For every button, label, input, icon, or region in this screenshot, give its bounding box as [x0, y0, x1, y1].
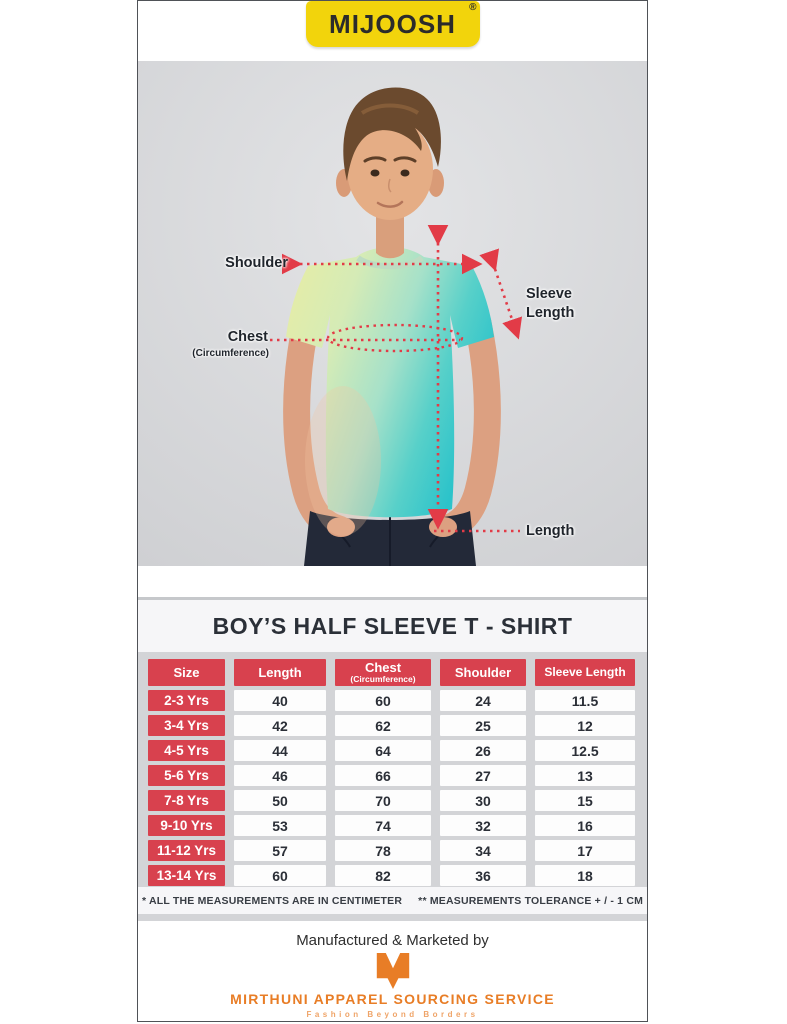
- size-cell: 11-12 Yrs: [148, 840, 225, 861]
- column-header-length: Length: [234, 659, 326, 686]
- sleeve-length-cell: 11.5: [535, 690, 635, 711]
- sleeve-length-cell: 17: [535, 840, 635, 861]
- sleeve-length-cell: 12: [535, 715, 635, 736]
- tolerance-note: ** MEASUREMENTS TOLERANCE + / - 1 CM: [418, 894, 644, 907]
- mirthuni-m-logo: [376, 953, 410, 989]
- table-header-row: [148, 659, 636, 686]
- shoulder-cell: 30: [440, 790, 526, 811]
- table-row: [148, 790, 636, 811]
- shoulder-cell: 32: [440, 815, 526, 836]
- shoulder-cell: 27: [440, 765, 526, 786]
- table-row: [148, 815, 636, 836]
- title-band: [138, 600, 647, 652]
- table-row: [148, 715, 636, 736]
- shoulder-cell: 36: [440, 865, 526, 886]
- shirt-shading: [305, 386, 381, 536]
- length-label: Length: [526, 523, 575, 539]
- chest-cell: 60: [335, 690, 431, 711]
- chest-cell: 78: [335, 840, 431, 861]
- table-row: [148, 740, 636, 761]
- shoulder-cell: 34: [440, 840, 526, 861]
- sleeve-length-cell: 18: [535, 865, 635, 886]
- chest-cell: 82: [335, 865, 431, 886]
- footer: [138, 921, 647, 1021]
- sleeve-length-label: Sleeve Length: [526, 286, 575, 321]
- column-header-chest: Chest (Circumference): [335, 659, 431, 686]
- length-cell: 40: [234, 690, 326, 711]
- length-cell: 60: [234, 865, 326, 886]
- chest-label: Chest: [227, 329, 268, 345]
- brand-name: MIJOOSH: [329, 8, 456, 39]
- notes-band: [138, 887, 647, 914]
- table-row: [148, 690, 636, 711]
- registered-trademark-symbol: ®: [469, 2, 477, 13]
- sleeve-length-cell: 13: [535, 765, 635, 786]
- chest-circumference-label: (Circumference): [192, 348, 269, 359]
- column-header-shoulder: Shoulder: [440, 659, 526, 686]
- left-eye: [371, 170, 380, 177]
- length-cell: 53: [234, 815, 326, 836]
- measurements-unit-note: * ALL THE MEASUREMENTS ARE IN CENTIMETER: [141, 894, 403, 907]
- right-eye: [401, 170, 410, 177]
- chest-cell: 66: [335, 765, 431, 786]
- shoulder-cell: 24: [440, 690, 526, 711]
- size-cell: 13-14 Yrs: [148, 865, 225, 886]
- size-cell: 5-6 Yrs: [148, 765, 225, 786]
- chest-cell: 70: [335, 790, 431, 811]
- manufactured-by-text: Manufactured & Marketed by: [296, 932, 489, 949]
- table-row: [148, 765, 636, 786]
- size-table: [138, 652, 647, 887]
- size-cell: 3-4 Yrs: [148, 715, 225, 736]
- table-row: [148, 840, 636, 861]
- table-row: [148, 865, 636, 886]
- brand-logo-badge: [306, 1, 480, 47]
- divider: [138, 914, 647, 921]
- sleeve-length-cell: 12.5: [535, 740, 635, 761]
- size-cell: 2-3 Yrs: [148, 690, 225, 711]
- size-cell: 9-10 Yrs: [148, 815, 225, 836]
- size-cell: 7-8 Yrs: [148, 790, 225, 811]
- company-name: MIRTHUNI APPAREL SOURCING SERVICE: [230, 991, 555, 1007]
- shoulder-label: Shoulder: [225, 255, 288, 271]
- size-cell: 4-5 Yrs: [148, 740, 225, 761]
- right-hand: [429, 517, 457, 537]
- length-cell: 57: [234, 840, 326, 861]
- column-header-size: Size: [148, 659, 225, 686]
- content-panel: [137, 0, 648, 1022]
- sleeve-length-cell: 16: [535, 815, 635, 836]
- column-header-sleeve-length: Sleeve Length: [535, 659, 635, 686]
- shoulder-cell: 26: [440, 740, 526, 761]
- chest-cell: 64: [335, 740, 431, 761]
- measurement-diagram: [138, 61, 647, 566]
- length-cell: 44: [234, 740, 326, 761]
- company-tagline: Fashion Beyond Borders: [306, 1010, 479, 1019]
- length-cell: 46: [234, 765, 326, 786]
- sleeve-length-cell: 15: [535, 790, 635, 811]
- page-title: BOY’S HALF SLEEVE T - SHIRT: [212, 612, 573, 639]
- chest-cell: 74: [335, 815, 431, 836]
- top-band: [138, 1, 647, 61]
- length-cell: 42: [234, 715, 326, 736]
- shoulder-cell: 25: [440, 715, 526, 736]
- length-cell: 50: [234, 790, 326, 811]
- chest-cell: 62: [335, 715, 431, 736]
